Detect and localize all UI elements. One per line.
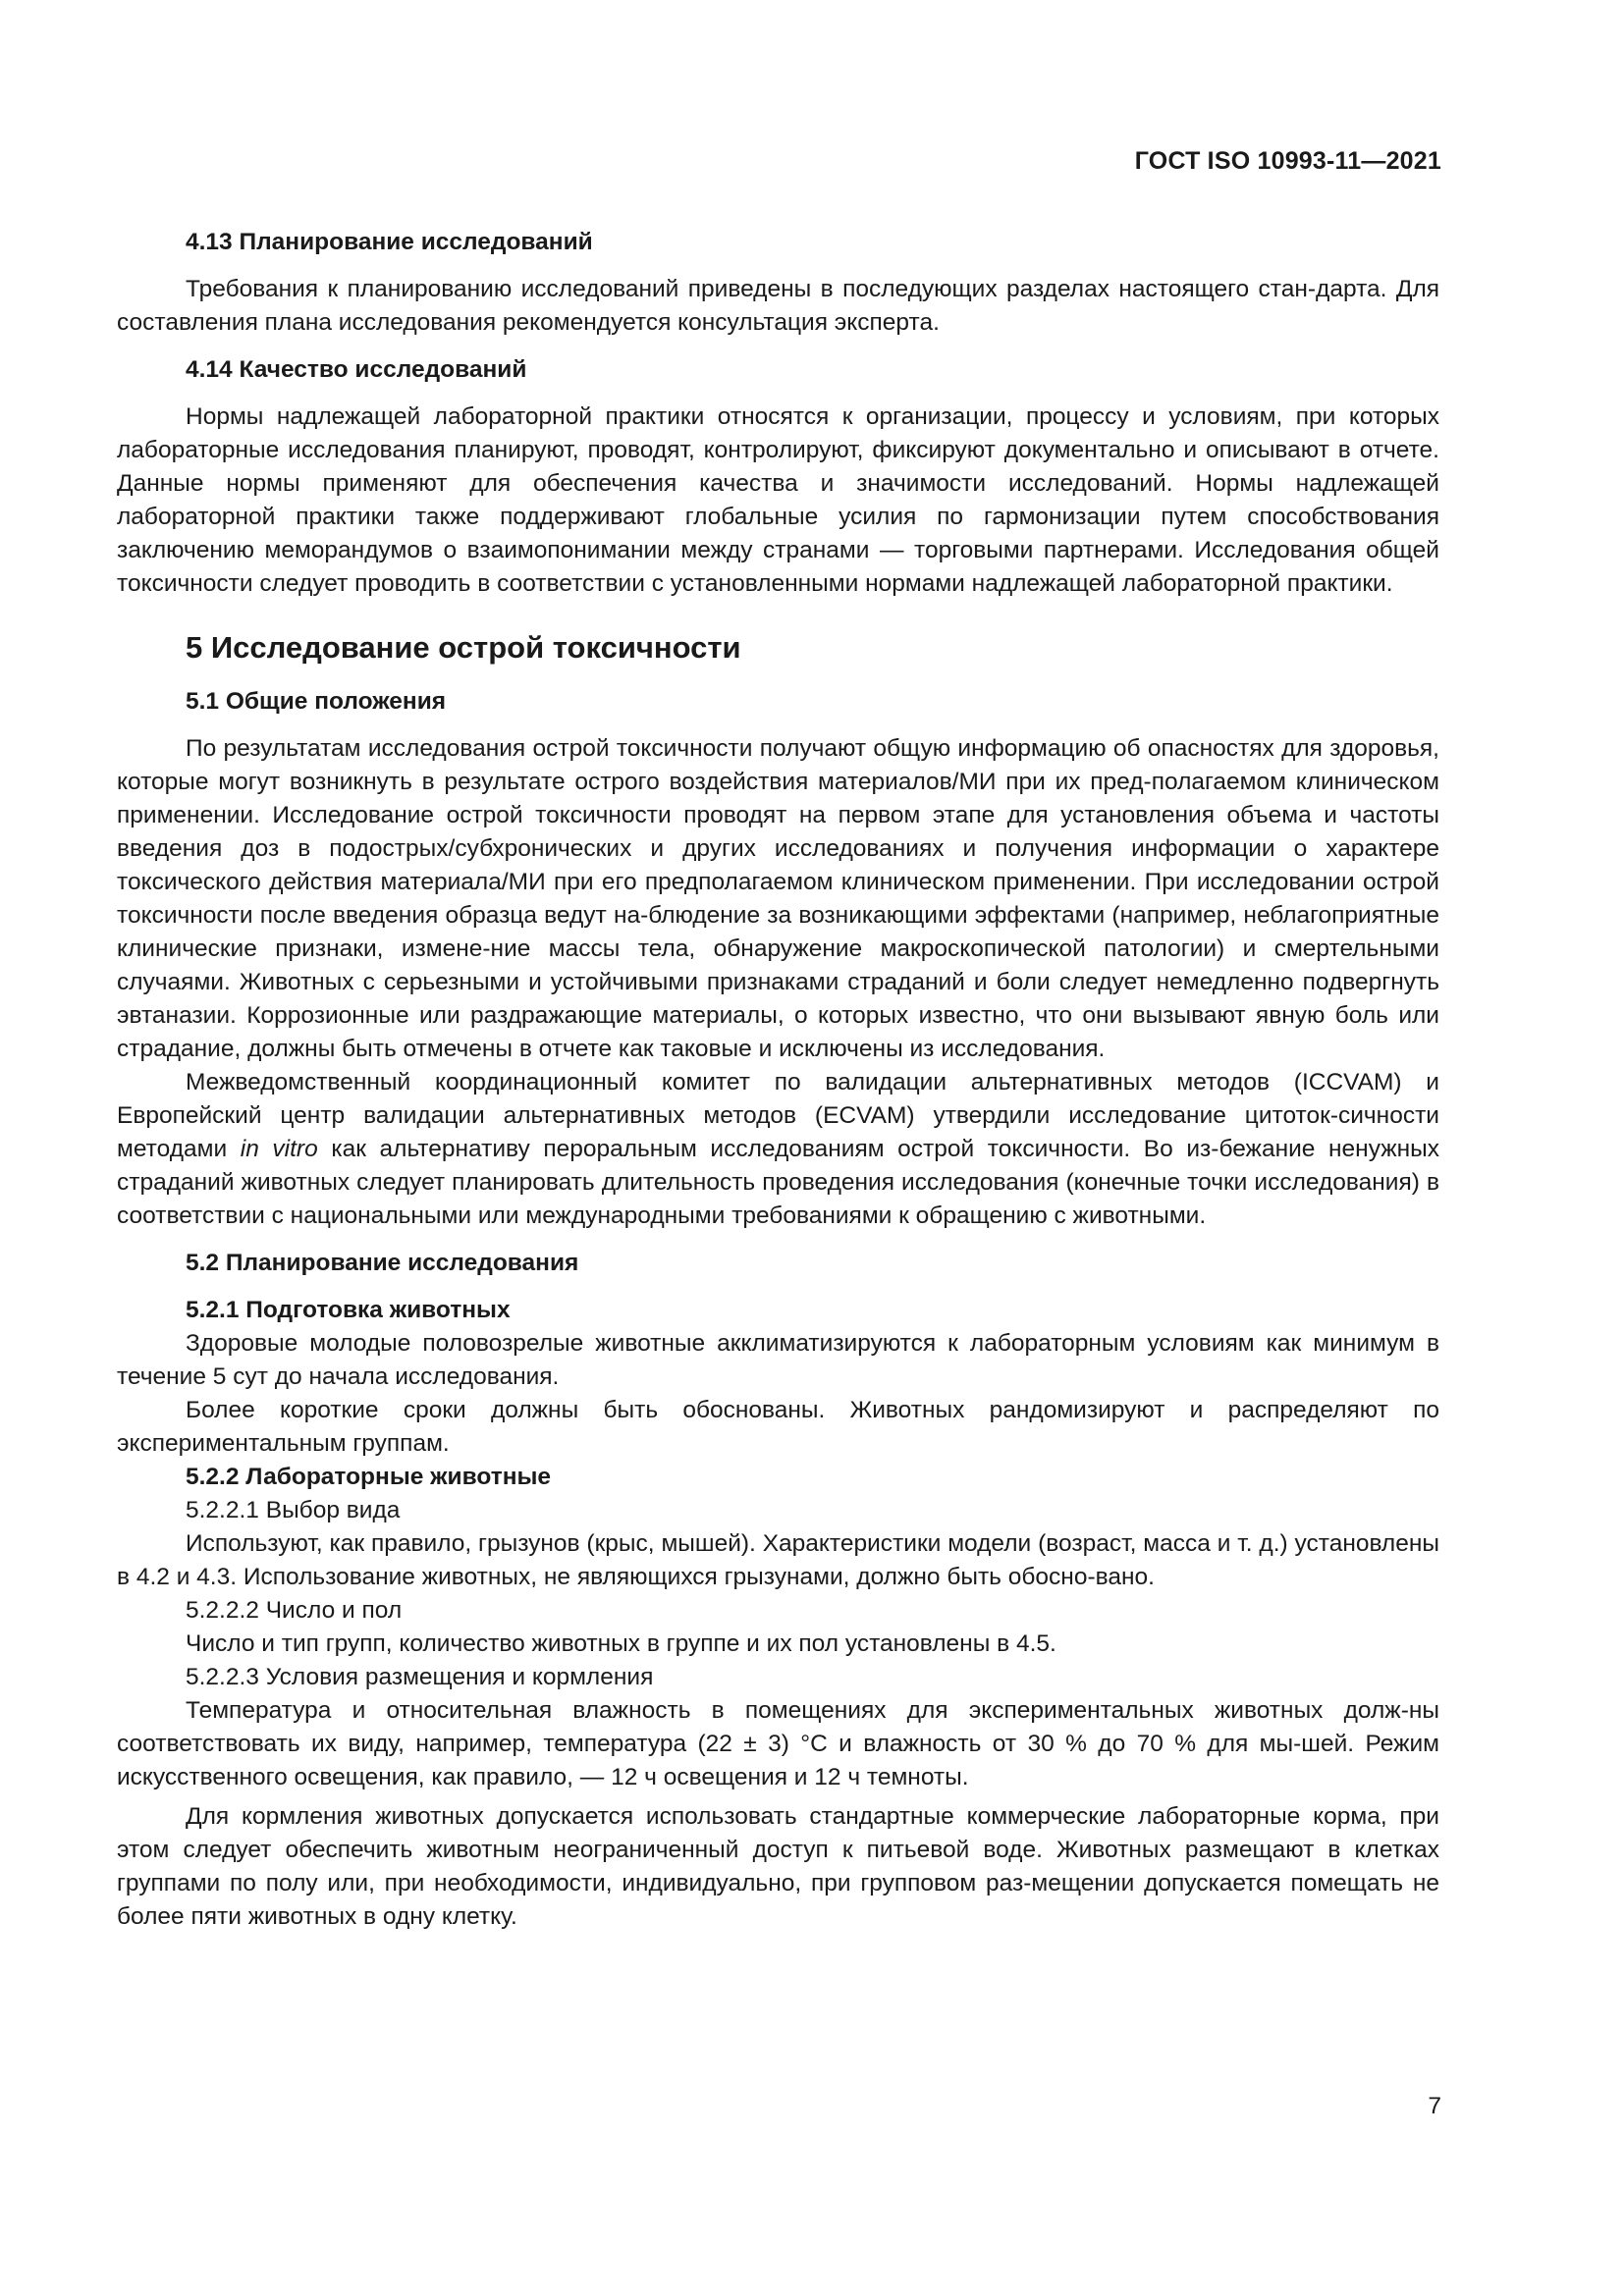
section-5-2-1-title: 5.2.1 Подготовка животных	[186, 1297, 511, 1323]
section-5-1-paragraph-2	[117, 1066, 1439, 1233]
section-5-2-2-2-title: 5.2.2.2 Число и пол	[186, 1597, 403, 1624]
section-4-13-paragraph: Требования к планированию исследований приведены в последующих разделах настоящего стан-дарта. Для составления плана исследования рекомендуется консультация эксперта.	[117, 276, 1439, 336]
section-5-2-1-paragraph-1: Здоровые молодые половозрелые животные акклиматизируются к лабораторным условиям как минимум в течение 5 сут до начала исследования.	[117, 1330, 1439, 1390]
section-5-2-2-3-title: 5.2.2.3 Условия размещения и кормления	[186, 1664, 654, 1690]
paragraph-text-after: как альтернативу пероральным исследованиям острой токсичности. Во из-бежание ненужных страданий животных следует планировать длительность проведения исследования (конечные точки исследования) в соответствии с национальными или международными требованиями к обращению с животными.	[117, 1136, 1440, 1229]
section-5-2-2-3-paragraph-1: Температура и относительная влажность в помещениях для экспериментальных животных долж-ны соответствовать их виду, например, температура (22 ± 3) °С и влажность от 30 % до 70 % для мы-шей. Режим искусственного освещения, как правило, — 12 ч освещения и 12 ч темноты.	[117, 1697, 1439, 1790]
section-5-1-paragraph-1: По результатам исследования острой токсичности получают общую информацию об опасностях для здоровья, которые могут возникнуть в результате острого воздействия материалов/МИ при их пред-полагаемом клиническом применении. Исследование острой токсичности проводят на первом этапе для установления объема и частоты введения доз в подострых/субхронических и других исследованиях и получения информации о характере токсического действия материала/МИ при его предполагаемом клиническом применении. При исследовании острой токсичности после введения образца ведут на-блюдение за возникающими эффектами (например, неблагоприятные клинические признаки, измене-ние массы тела, обнаружение макроскопической патологии) и смертельными случаями. Животных с серьезными и устойчивыми признаками страданий и боли следует немедленно подвергнуть эвтаназии. Коррозионные или раздражающие материалы, о которых известно, что они вызывают явную боль или страдание, должны быть отмечены в отчете как таковые и исключены из исследования.	[117, 735, 1439, 1062]
section-4-14-paragraph: Нормы надлежащей лабораторной практики относятся к организации, процессу и условиям, при которых лабораторные исследования планируют, проводят, контролируют, фиксируют документально и описывают в отчете. Данные нормы применяют для обеспечения качества и значимости исследований. Нормы надлежащей лабораторной практики также поддерживают глобальные усилия по гармонизации путем способствования заключению меморандумов о взаимопонимании между странами — торговыми партнерами. Исследования общей токсичности следует проводить в соответствии с установленными нормами надлежащей лабораторной практики.	[117, 403, 1439, 597]
section-5-2-1-paragraph-2: Более короткие сроки должны быть обоснованы. Животных рандомизируют и распределяют по экспериментальным группам.	[117, 1397, 1439, 1457]
italic-term: in vitro	[240, 1136, 318, 1162]
section-5-2-2-1-paragraph: Используют, как правило, грызунов (крыс, мышей). Характеристики модели (возраст, масса и т. д.) установлены в 4.2 и 4.3. Использование животных, не являющихся грызунами, должно быть обосно-вано.	[117, 1530, 1439, 1590]
section-5-2-title: 5.2 Планирование исследования	[186, 1250, 579, 1276]
section-5-2-2-1-title: 5.2.2.1 Выбор вида	[186, 1497, 401, 1523]
section-5-1-title: 5.1 Общие положения	[186, 688, 447, 715]
page-number: 7	[1428, 2093, 1441, 2119]
paragraph-text-before: Межведомственный координационный комитет по валидации альтернативных методов (ICCVAM) и Европейский центр валидации альтернативных методов (ECVAM) утвердили исследование цитоток-сичности методами	[117, 1069, 1439, 1162]
document-code-header: ГОСТ ISO 10993-11—2021	[1134, 147, 1441, 175]
section-4-13-title: 4.13 Планирование исследований	[186, 229, 593, 255]
section-5-title: 5 Исследование острой токсичности	[186, 630, 741, 665]
section-5-2-2-3-paragraph-2: Для кормления животных допускается использовать стандартные коммерческие лабораторные корма, при этом следует обеспечить животным неограниченный доступ к питьевой воде. Животных размещают в клетках группами по полу или, при необходимости, индивидуально, при групповом раз-мещении допускается помещать не более пяти животных в одну клетку.	[117, 1803, 1439, 1930]
section-5-2-2-2-paragraph: Число и тип групп, количество животных в группе и их пол установлены в 4.5.	[186, 1630, 1056, 1657]
section-4-14-title: 4.14 Качество исследований	[186, 356, 527, 383]
section-5-2-2-title: 5.2.2 Лабораторные животные	[186, 1464, 552, 1490]
page-content	[117, 226, 1439, 1934]
